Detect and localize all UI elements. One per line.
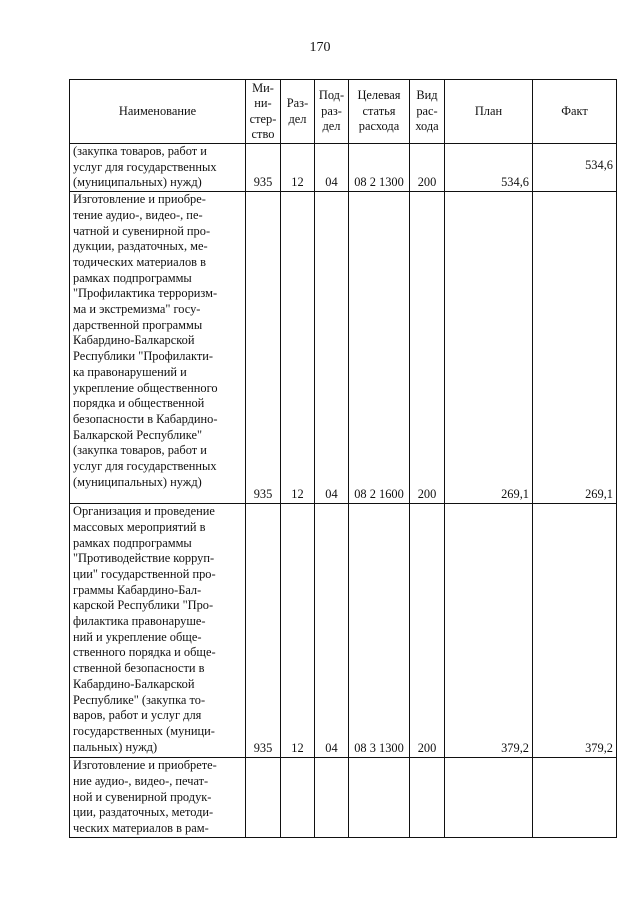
row-name (70, 758, 246, 838)
text-line: карской Республики "Про- (73, 598, 214, 613)
text-line: ции" государственной про- (73, 566, 216, 581)
row-fact: 379,2 (533, 504, 617, 758)
row-target (349, 758, 410, 838)
text-line: хода (415, 119, 439, 134)
text-line: "Профилактика терроризм- (73, 286, 218, 301)
text-line: тение аудио-, видео-, пе- (73, 207, 203, 222)
text-line: Наименование (118, 103, 197, 118)
row-name (70, 504, 246, 758)
text-line: рамках подпрограммы (73, 270, 192, 285)
row-name (70, 144, 246, 192)
text-line: Под- (318, 88, 345, 103)
row-plan (445, 758, 533, 838)
row-plan: 534,6 (445, 144, 533, 192)
row-fact: 534,6 (533, 144, 617, 192)
row-type: 200 (410, 504, 445, 758)
header-target (349, 80, 410, 144)
row-type: 200 (410, 144, 445, 192)
text-line: тодических материалов в (73, 254, 206, 269)
table-row (70, 758, 617, 838)
text-line: Изготовление и приобре- (73, 192, 206, 207)
row-subsection: 04 (315, 192, 349, 504)
text-line: расхода (358, 119, 400, 134)
row-target: 08 2 1600 (349, 192, 410, 504)
row-fact: 269,1 (533, 192, 617, 504)
row-type: 200 (410, 192, 445, 504)
header-fact (533, 80, 617, 144)
header-type (410, 80, 445, 144)
text-line: порядка и общественной (73, 396, 205, 411)
text-line: Вид (416, 88, 438, 103)
table-header-row (70, 80, 617, 144)
text-line: государственных (муници- (73, 723, 215, 738)
text-line: Республики "Профилакти- (73, 349, 214, 364)
text-line: Республике" (закупка то- (73, 692, 206, 707)
row-target: 08 2 1300 (349, 144, 410, 192)
header-subsection (315, 80, 349, 144)
text-line: Целевая (357, 88, 401, 103)
text-line: дел (322, 119, 341, 134)
text-line: раз- (321, 103, 342, 118)
text-line: ческих материалов в рам- (73, 820, 209, 835)
row-ministry: 935 (246, 504, 281, 758)
row-section: 12 (281, 504, 315, 758)
header-section (281, 80, 315, 144)
header-name (70, 80, 246, 144)
table-row (70, 192, 617, 504)
row-name (70, 192, 246, 504)
text-line: дарственной программы (73, 317, 203, 332)
text-line: (закупка товаров, работ и (73, 144, 207, 158)
row-subsection (315, 758, 349, 838)
text-line: ственного порядка и обще- (73, 645, 216, 660)
row-plan: 269,1 (445, 192, 533, 504)
text-line: "Противодействие корруп- (73, 551, 215, 566)
text-line: ка правонарушений и (73, 364, 187, 379)
text-line: ний и укрепление обще- (73, 629, 202, 644)
text-line: ции, раздаточных, методи- (73, 805, 214, 820)
text-line: граммы Кабардино-Бал- (73, 582, 202, 597)
row-ministry: 935 (246, 144, 281, 192)
table-row (70, 144, 617, 192)
text-line: Ми- (252, 80, 274, 95)
text-line: Балкарской Республике" (73, 427, 203, 442)
text-line: укрепление общественного (73, 380, 218, 395)
text-line: ни- (254, 96, 272, 110)
header-ministry (246, 80, 281, 144)
text-line: Факт (561, 103, 588, 118)
row-subsection: 04 (315, 504, 349, 758)
page-number: 170 (309, 40, 331, 55)
text-line: пальных) нужд) (73, 739, 158, 754)
header-plan (445, 80, 533, 144)
text-line: План (474, 103, 503, 118)
text-line: статья (362, 103, 396, 118)
text-line: стер- (249, 111, 277, 126)
row-section: 12 (281, 144, 315, 192)
text-line: рамках подпрограммы (73, 535, 192, 550)
text-line: Кабардино-Балкарской (73, 333, 195, 348)
text-line: услуг для государственных (73, 459, 217, 474)
text-line: ма и экстремизма" госу- (73, 302, 201, 317)
text-line: Организация и проведение (73, 504, 215, 519)
row-type (410, 758, 445, 838)
text-line: ной и сувенирной продук- (73, 789, 212, 804)
row-target: 08 3 1300 (349, 504, 410, 758)
text-line: (муниципальных) нужд) (73, 474, 202, 489)
text-line: ние аудио-, видео-, печат- (73, 773, 209, 788)
row-ministry: 935 (246, 192, 281, 504)
text-line: массовых мероприятий в (73, 519, 206, 534)
row-section: 12 (281, 192, 315, 504)
text-line: безопасности в Кабардино- (73, 411, 218, 426)
table-row (70, 504, 617, 758)
text-line: (закупка товаров, работ и (73, 443, 207, 458)
text-line: Кабардино-Балкарской (73, 676, 195, 691)
row-plan: 379,2 (445, 504, 533, 758)
text-line: (муниципальных) нужд) (73, 175, 202, 190)
budget-table (69, 79, 617, 838)
row-section (281, 758, 315, 838)
text-line: Изготовление и приобрете- (73, 758, 217, 773)
text-line: Раз- (286, 96, 309, 110)
text-line: рас- (416, 103, 438, 118)
text-line: дукции, раздаточных, ме- (73, 239, 208, 254)
text-line: чатной и сувенирной про- (73, 223, 211, 238)
text-line: филактика правонаруше- (73, 614, 206, 629)
text-line: услуг для государственных (73, 159, 217, 174)
row-ministry (246, 758, 281, 838)
text-line: ственной безопасности в (73, 661, 205, 676)
row-subsection: 04 (315, 144, 349, 192)
text-line: ство (251, 127, 275, 141)
row-fact (533, 758, 617, 838)
text-line: варов, работ и услуг для (73, 708, 202, 723)
text-line: дел (288, 111, 307, 126)
